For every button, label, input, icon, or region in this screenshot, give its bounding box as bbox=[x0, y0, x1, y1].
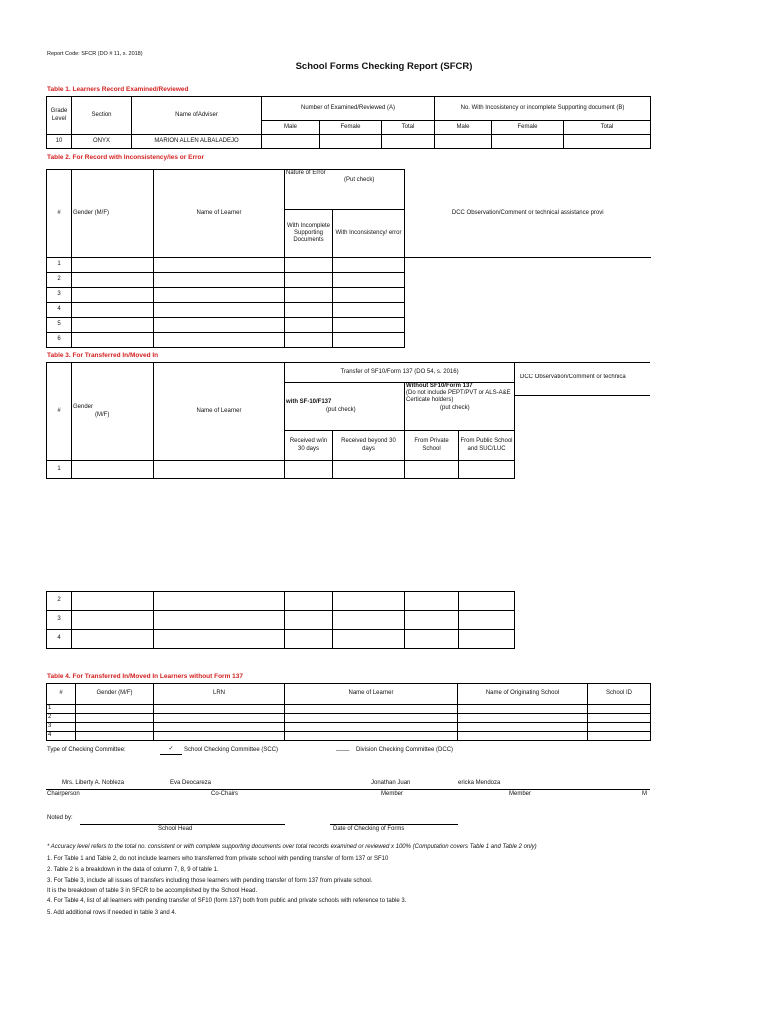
female-header: Female bbox=[492, 121, 564, 135]
scc-check-icon[interactable]: ✓ bbox=[160, 746, 182, 755]
cell[interactable] bbox=[492, 135, 564, 149]
school-head-label: School Head bbox=[158, 826, 193, 832]
row-number: 3 bbox=[47, 288, 72, 303]
female-header: Female bbox=[320, 121, 382, 135]
gender-header: Gender (M/F) bbox=[72, 170, 154, 258]
note-4: 4. For Table 4, list of all learners with pending transfer of SF10 (form 137) both from public and private schools with reference to table 3. bbox=[47, 898, 407, 904]
cell[interactable] bbox=[154, 705, 285, 714]
number-header: # bbox=[47, 363, 72, 461]
cell[interactable] bbox=[333, 318, 405, 333]
grade-level-value: 10 bbox=[47, 135, 72, 149]
cell[interactable] bbox=[333, 258, 405, 273]
with-sf10-label: with SF-10/F137 bbox=[286, 399, 332, 406]
cell[interactable] bbox=[458, 705, 588, 714]
cell[interactable] bbox=[458, 723, 588, 732]
observation-cell[interactable] bbox=[405, 258, 651, 348]
cell[interactable] bbox=[405, 592, 459, 611]
table3-continued-rows bbox=[46, 591, 515, 649]
male-header: Male bbox=[435, 121, 492, 135]
adviser-value: MARION ALLEN ALBALADEJO bbox=[132, 135, 262, 149]
cell[interactable] bbox=[154, 288, 285, 303]
cell[interactable] bbox=[333, 288, 405, 303]
cell[interactable] bbox=[333, 333, 405, 348]
row-number: 1 bbox=[47, 461, 72, 479]
row-number: 2 bbox=[47, 592, 72, 611]
cell[interactable] bbox=[459, 461, 515, 479]
note-1: 1. For Table 1 and Table 2, do not include learners who transferred from private school with pending transfer of form 137 or SF10 bbox=[47, 856, 389, 862]
cell[interactable] bbox=[285, 461, 333, 479]
cell[interactable] bbox=[72, 611, 154, 630]
cell[interactable] bbox=[588, 714, 651, 723]
row-number: 2 bbox=[47, 714, 76, 723]
cell[interactable] bbox=[76, 732, 154, 741]
cell[interactable] bbox=[320, 135, 382, 149]
table1-caption: Table 1. Learners Record Examined/Reviewed bbox=[47, 86, 189, 93]
cell[interactable] bbox=[154, 611, 285, 630]
cell[interactable] bbox=[154, 723, 285, 732]
cell[interactable] bbox=[458, 714, 588, 723]
beyond-30-days-header: Received beyond 30 days bbox=[333, 431, 405, 461]
row-number: 5 bbox=[47, 318, 72, 333]
cell[interactable] bbox=[72, 303, 154, 318]
role-member: Member bbox=[509, 791, 532, 797]
note-5: 5. Add additional rows if needed in table 3 and 4. bbox=[47, 910, 177, 916]
dcc-blank[interactable]: ____ bbox=[336, 745, 350, 751]
cell[interactable] bbox=[154, 258, 285, 273]
cell[interactable] bbox=[564, 135, 651, 149]
gender-header bbox=[72, 363, 154, 461]
cell[interactable] bbox=[382, 135, 435, 149]
signatory-member2-name: ericka Mendoza bbox=[458, 780, 501, 786]
incomplete-header: No. With Incosistency or incomplete Supporting document (B) bbox=[435, 97, 651, 121]
table4-caption: Table 4. For Transferred In/Moved In Learners without Form 137 bbox=[47, 673, 244, 680]
section-header: Section bbox=[72, 97, 132, 135]
cell[interactable] bbox=[405, 630, 459, 649]
within-30-days-header: Received w/in 30 days bbox=[285, 431, 333, 461]
incomplete-docs-header: With Incomplete Supporting Documents bbox=[285, 210, 333, 258]
cell[interactable] bbox=[333, 630, 405, 649]
note-accuracy: * Accuracy level refers to the total no. consistent or with complete supporting documents over total records examined or reviewed x 100% (Computation covers Table 1 and Table 2 only) bbox=[47, 844, 537, 850]
cell[interactable] bbox=[285, 333, 333, 348]
cell[interactable] bbox=[154, 461, 285, 479]
cell[interactable] bbox=[285, 318, 333, 333]
cell[interactable] bbox=[154, 273, 285, 288]
cell[interactable] bbox=[333, 273, 405, 288]
without-sf10-label: Without SF10/Form 137 bbox=[406, 383, 473, 389]
date-of-checking-label: Date of Checking of Forms bbox=[333, 826, 405, 832]
without-sf10-header bbox=[405, 383, 515, 431]
cell[interactable] bbox=[588, 723, 651, 732]
cell[interactable] bbox=[458, 732, 588, 741]
cell[interactable] bbox=[154, 592, 285, 611]
table1-learners-examined bbox=[46, 96, 651, 149]
cell[interactable] bbox=[285, 288, 333, 303]
cell[interactable] bbox=[285, 723, 458, 732]
cell[interactable] bbox=[76, 714, 154, 723]
row-number: 1 bbox=[47, 258, 72, 273]
without-sf10-sublabel: (Do not include PEPT/PVT or ALS-A&E Certicate holders) bbox=[406, 390, 511, 404]
cell[interactable] bbox=[405, 611, 459, 630]
cell[interactable] bbox=[72, 461, 154, 479]
cell[interactable] bbox=[72, 333, 154, 348]
cell[interactable] bbox=[459, 592, 515, 611]
cell[interactable] bbox=[285, 258, 333, 273]
cell[interactable] bbox=[459, 611, 515, 630]
cell[interactable] bbox=[76, 705, 154, 714]
examined-header: Number of Examined/Reviewed (A) bbox=[262, 97, 435, 121]
committee-type-label: Type of Checking Committee: bbox=[47, 747, 126, 753]
lrn-header: LRN bbox=[154, 684, 285, 705]
cell[interactable] bbox=[262, 135, 320, 149]
learner-name-header: Name of Learner bbox=[154, 170, 285, 258]
row-number: 4 bbox=[47, 732, 76, 741]
row-number: 4 bbox=[47, 303, 72, 318]
cell[interactable] bbox=[405, 461, 459, 479]
cell[interactable] bbox=[333, 461, 405, 479]
total-header: Total bbox=[382, 121, 435, 135]
role-member-partial: M bbox=[642, 791, 647, 797]
school-id-header: School ID bbox=[588, 684, 651, 705]
cell[interactable] bbox=[285, 630, 333, 649]
total-header: Total bbox=[564, 121, 651, 135]
row-number: 2 bbox=[47, 273, 72, 288]
cell[interactable] bbox=[333, 592, 405, 611]
note-2: 2. Table 2 is a breakdown in the data of column 7, 8, 9 of table 1. bbox=[47, 867, 219, 873]
cell[interactable] bbox=[435, 135, 492, 149]
private-school-header: From Private School bbox=[405, 431, 459, 461]
cell[interactable] bbox=[285, 592, 333, 611]
number-header: # bbox=[47, 170, 72, 258]
row-number: 1 bbox=[47, 705, 76, 714]
noted-by-label: Noted by: bbox=[47, 815, 73, 821]
nature-of-error-header bbox=[285, 170, 405, 210]
row-number: 6 bbox=[47, 333, 72, 348]
table3-transferred-in bbox=[46, 362, 515, 479]
dcc-label: Division Checking Committee (DCC) bbox=[356, 747, 454, 753]
nature-of-error-label: Nature of Error bbox=[286, 170, 326, 176]
role-cochairs: Co-Chairs bbox=[211, 791, 239, 797]
gender-header: Gender (M/F) bbox=[76, 684, 154, 705]
transfer-header: Transfer of SF10/Form 137 (DO 54, s. 2016) bbox=[285, 363, 515, 383]
dcc-observation-header: DCC Observation/Comment or technical assistance provi bbox=[405, 170, 651, 258]
cell[interactable] bbox=[72, 273, 154, 288]
table2-caption: Table 2. For Record with Inconsistency/ies or Error bbox=[47, 154, 205, 161]
row-number: 3 bbox=[47, 723, 76, 732]
put-check-label: (put check) bbox=[440, 404, 470, 411]
row-number: 3 bbox=[47, 611, 72, 630]
role-member: Member bbox=[381, 791, 404, 797]
cell[interactable] bbox=[588, 732, 651, 741]
cell[interactable] bbox=[72, 630, 154, 649]
cell[interactable] bbox=[154, 318, 285, 333]
signatory-chairperson-name: Mrs. Liberty A. Nobleza bbox=[62, 780, 125, 786]
cell[interactable] bbox=[588, 705, 651, 714]
signatory-cochair-name: Eva Deocareza bbox=[170, 780, 212, 786]
table3-caption: Table 3. For Transferred In/Moved In bbox=[47, 352, 159, 359]
cell[interactable] bbox=[154, 303, 285, 318]
page-title: School Forms Checking Report (SFCR) bbox=[295, 61, 473, 72]
cell[interactable] bbox=[285, 611, 333, 630]
cell[interactable] bbox=[285, 714, 458, 723]
number-header: # bbox=[47, 684, 76, 705]
table4-without-form137 bbox=[46, 683, 651, 741]
cell[interactable] bbox=[154, 732, 285, 741]
row-number: 4 bbox=[47, 630, 72, 649]
learner-name-header: Name of Learner bbox=[154, 363, 285, 461]
note-3: 3. For Table 3, include all issues of transfers including those learners with pending transfer of form 137 from private school. bbox=[47, 878, 373, 884]
cell[interactable] bbox=[333, 611, 405, 630]
role-chairperson: Chairperson bbox=[47, 791, 80, 797]
cell[interactable] bbox=[72, 258, 154, 273]
cell[interactable] bbox=[154, 630, 285, 649]
gender-label: Gender bbox=[73, 404, 94, 411]
section-value: ONYX bbox=[72, 135, 132, 149]
learner-name-header: Name of Learner bbox=[285, 684, 458, 705]
public-school-header: From Public School and SUC/LUC bbox=[459, 431, 515, 461]
cell[interactable] bbox=[285, 705, 458, 714]
put-check-label: (put check) bbox=[326, 406, 356, 413]
gender-mf-label: (M/F) bbox=[95, 411, 110, 418]
cell[interactable] bbox=[72, 592, 154, 611]
with-sf10-header bbox=[285, 383, 405, 431]
scc-label: School Checking Committee (SCC) bbox=[184, 747, 279, 753]
male-header: Male bbox=[262, 121, 320, 135]
dcc-observation-header: DCC Observation/Comment or technica bbox=[520, 374, 626, 380]
cell[interactable] bbox=[459, 630, 515, 649]
cell[interactable] bbox=[72, 318, 154, 333]
grade-level-header: Grade Level bbox=[47, 97, 72, 135]
report-code: Report Code: SFCR (DO # 11, s. 2018) bbox=[47, 51, 143, 57]
cell[interactable] bbox=[285, 303, 333, 318]
cell[interactable] bbox=[72, 288, 154, 303]
inconsistency-header: With Inconsistency/ error bbox=[333, 210, 405, 258]
put-check-label: (Put check) bbox=[344, 177, 375, 184]
signatory-member1-name: Jonathan Juan bbox=[371, 780, 411, 786]
cell[interactable] bbox=[285, 273, 333, 288]
cell[interactable] bbox=[154, 333, 285, 348]
cell[interactable] bbox=[285, 732, 458, 741]
originating-school-header: Name of Originating School bbox=[458, 684, 588, 705]
cell[interactable] bbox=[76, 723, 154, 732]
cell[interactable] bbox=[333, 303, 405, 318]
note-3-continued: It is the breakdown of table 3 in SFCR to be accomplished by the School Head. bbox=[47, 888, 258, 894]
adviser-header: Name ofAdviser bbox=[132, 97, 262, 135]
cell[interactable] bbox=[154, 714, 285, 723]
table2-inconsistency-records bbox=[46, 169, 651, 348]
